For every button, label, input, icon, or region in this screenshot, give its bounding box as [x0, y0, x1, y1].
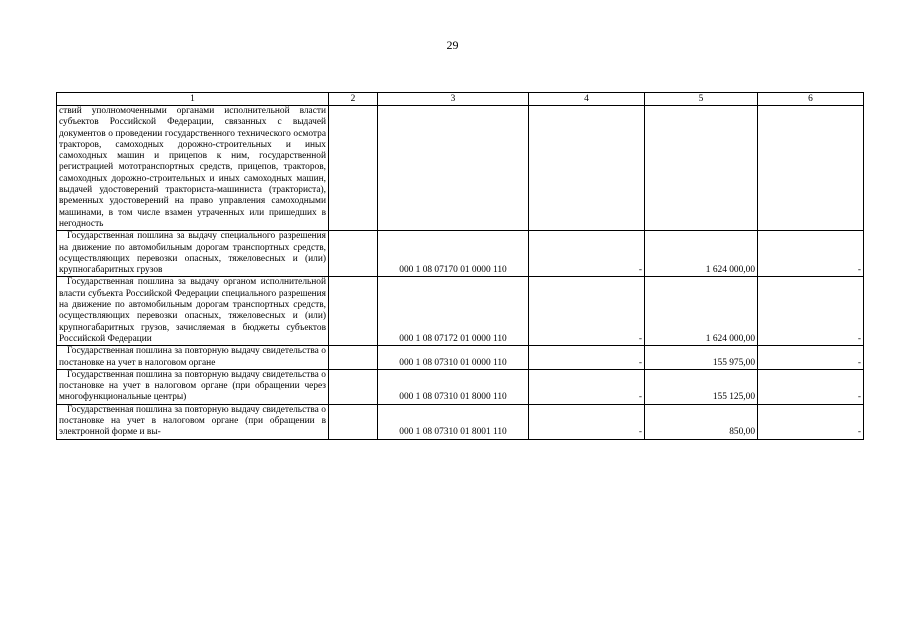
row-col-6: - — [758, 277, 864, 346]
row-col-5: 155 975,00 — [645, 346, 758, 370]
row-col-6: - — [758, 346, 864, 370]
row-col-5 — [645, 106, 758, 231]
row-code: 000 1 08 07310 01 0000 110 — [378, 346, 529, 370]
header-col-3: 3 — [378, 93, 529, 106]
table-row — [57, 404, 864, 439]
header-col-1: 1 — [57, 93, 329, 106]
row-col-2 — [329, 277, 378, 346]
row-code — [378, 106, 529, 231]
row-col-6: - — [758, 231, 864, 277]
table-row — [57, 369, 864, 404]
header-col-4: 4 — [529, 93, 645, 106]
row-col-2 — [329, 369, 378, 404]
row-col-5: 1 624 000,00 — [645, 231, 758, 277]
row-col-4: - — [529, 346, 645, 370]
row-name: Государственная пошлина за выдачу специального разрешения на движение по автомобильным дорогам транспортных средств, осуществляющих перевозки опасных, тяжеловесных и (или) крупногабаритных грузов — [57, 231, 329, 277]
row-name: ствий уполномоченными органами исполнительной власти субъектов Российской Федерации, связанных с выдачей документов о проведении государственного технического осмотра тракторов, самоходных дорожно-строительных и иных самоходных машин и прицепов к ним, государственной регистрацией мототранспортных средств, прицепов, тракторов, самоходных дорожно-строительных и иных самоходных машин, выдачей удостоверений тракториста-машиниста (тракториста), временных удостоверений на право управления самоходными машинами, в том числе взамен утраченных или пришедших в негодность — [57, 106, 329, 231]
row-col-4 — [529, 106, 645, 231]
row-name: Государственная пошлина за повторную выдачу свидетельства о постановке на учет в налоговом органе (при обращении через многофункциональные центры) — [57, 369, 329, 404]
row-col-4: - — [529, 277, 645, 346]
row-col-2 — [329, 346, 378, 370]
header-col-5: 5 — [645, 93, 758, 106]
row-code: 000 1 08 07172 01 0000 110 — [378, 277, 529, 346]
budget-table — [56, 92, 864, 440]
row-col-6: - — [758, 404, 864, 439]
row-col-2 — [329, 231, 378, 277]
table-row — [57, 231, 864, 277]
row-name: Государственная пошлина за повторную выдачу свидетельства о постановке на учет в налоговом органе — [57, 346, 329, 370]
row-col-5: 155 125,00 — [645, 369, 758, 404]
row-code: 000 1 08 07310 01 8000 110 — [378, 369, 529, 404]
row-name: Государственная пошлина за повторную выдачу свидетельства о постановке на учет в налоговом органе (при обращении в электронной форме и вы- — [57, 404, 329, 439]
row-col-5: 1 624 000,00 — [645, 277, 758, 346]
row-col-2 — [329, 106, 378, 231]
row-col-4: - — [529, 369, 645, 404]
table-row — [57, 346, 864, 370]
table-row — [57, 106, 864, 231]
row-code: 000 1 08 07310 01 8001 110 — [378, 404, 529, 439]
page-number: 29 — [446, 38, 459, 52]
row-col-2 — [329, 404, 378, 439]
table-row — [57, 277, 864, 346]
header-row — [57, 93, 864, 106]
header-col-2: 2 — [329, 93, 378, 106]
row-col-6: - — [758, 369, 864, 404]
header-col-6: 6 — [758, 93, 864, 106]
row-col-4: - — [529, 404, 645, 439]
row-name: Государственная пошлина за выдачу органом исполнительной власти субъекта Российской Федерации специального разрешения на движение по автомобильным дорогам транспортных средств, осуществляющих перевозки опасных, тяжеловесных и (или) крупногабаритных грузов, зачисляемая в бюджеты субъектов Российской Федерации — [57, 277, 329, 346]
row-col-6 — [758, 106, 864, 231]
row-code: 000 1 08 07170 01 0000 110 — [378, 231, 529, 277]
row-col-4: - — [529, 231, 645, 277]
row-col-5: 850,00 — [645, 404, 758, 439]
